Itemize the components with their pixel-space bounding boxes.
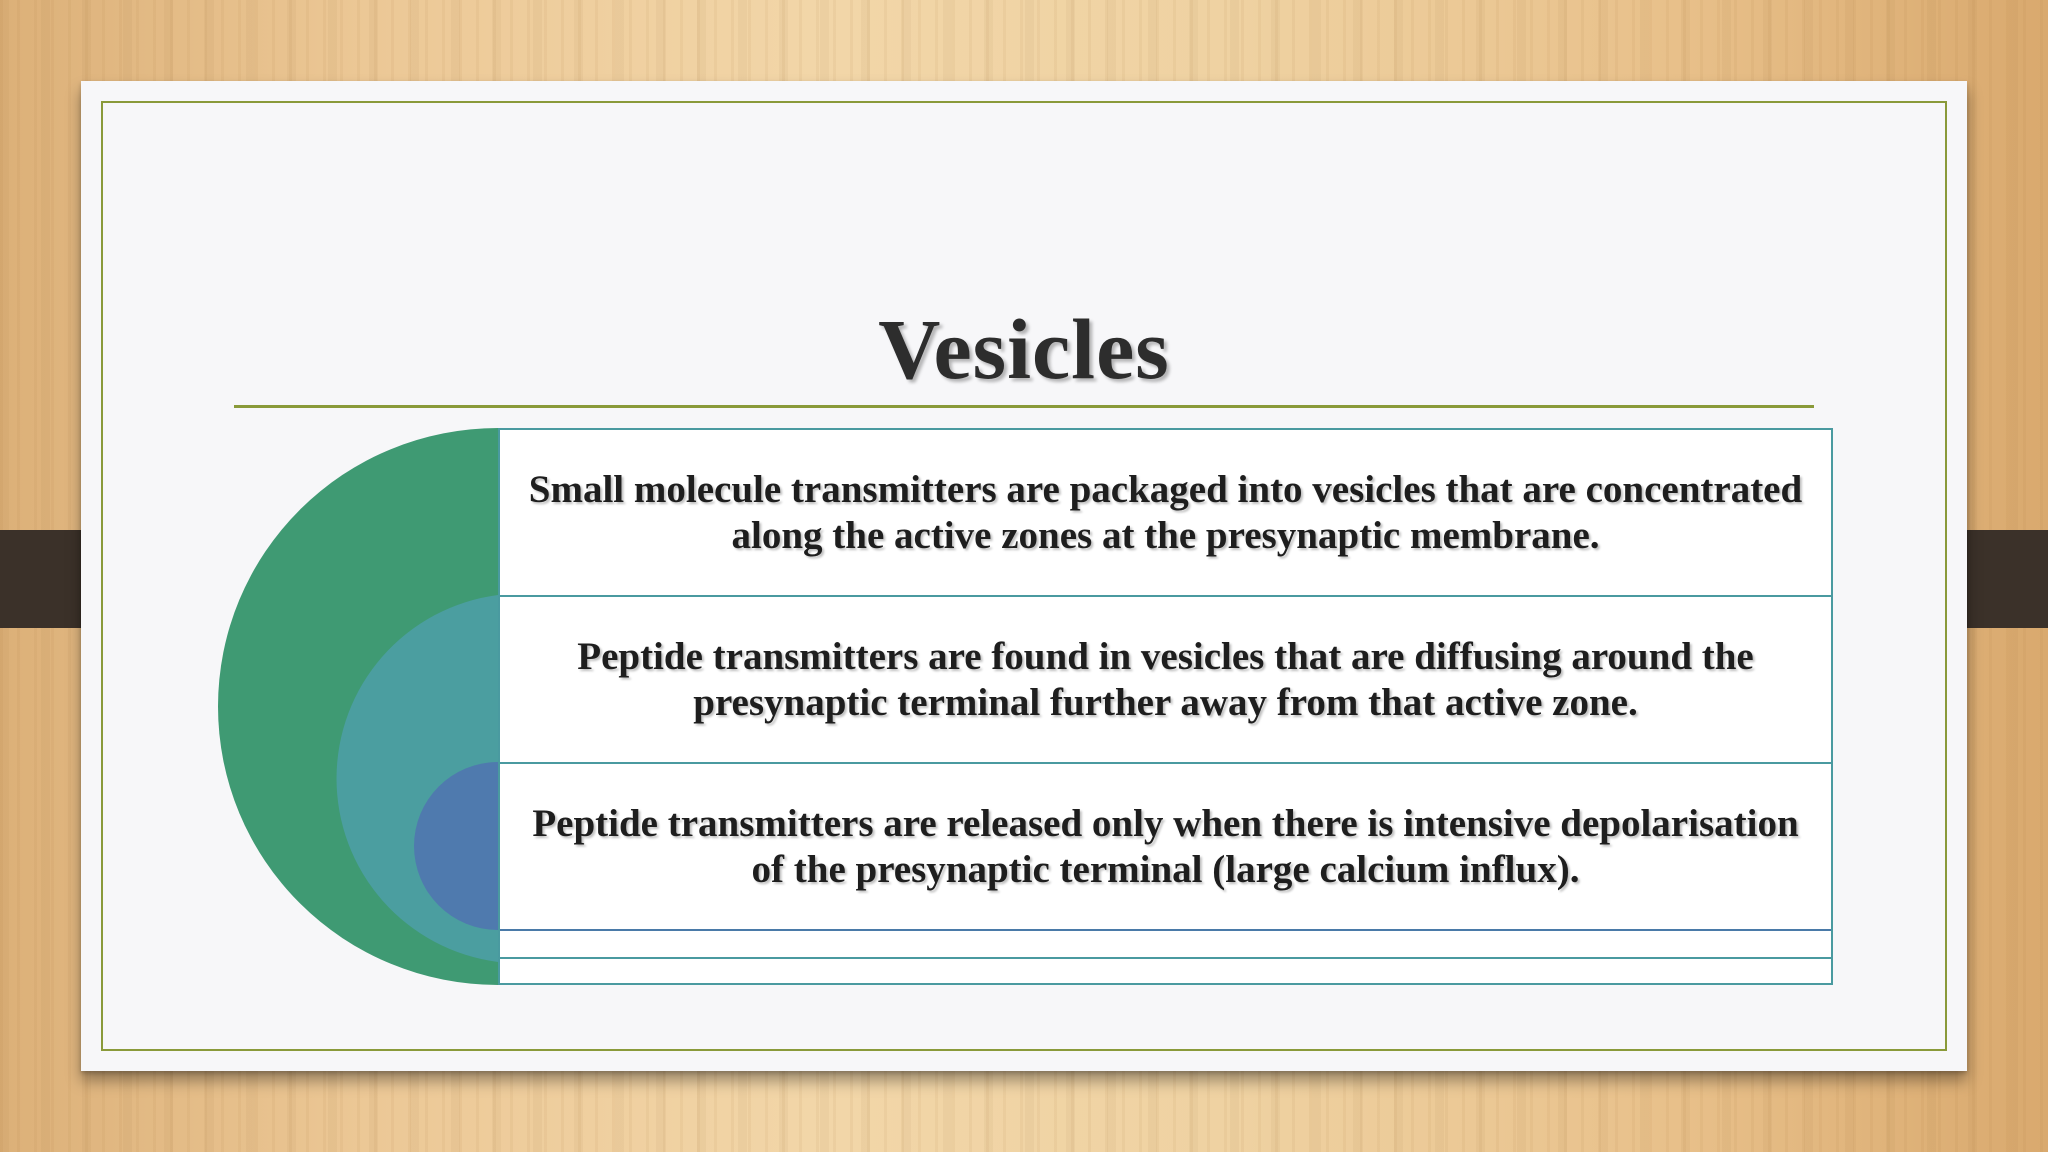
slide	[81, 81, 1967, 1071]
list-item: Peptide transmitters are released only when there is intensive depolarisation of the presynaptic terminal (large calcium influx).	[500, 764, 1831, 931]
slide-title: Vesicles	[878, 301, 1170, 397]
list-item: Peptide transmitters are found in vesicles that are diffusing around the presynaptic terminal further away from that active zone.	[500, 597, 1831, 764]
empty-row	[500, 931, 1831, 959]
list-item: Small molecule transmitters are packaged into vesicles that are concentrated along the active zones at the presynaptic membrane.	[500, 430, 1831, 597]
title-divider	[234, 405, 1814, 408]
nested-list-diagram	[215, 428, 1835, 993]
item-rows	[498, 428, 1833, 985]
nested-arcs-graphic	[215, 428, 505, 993]
